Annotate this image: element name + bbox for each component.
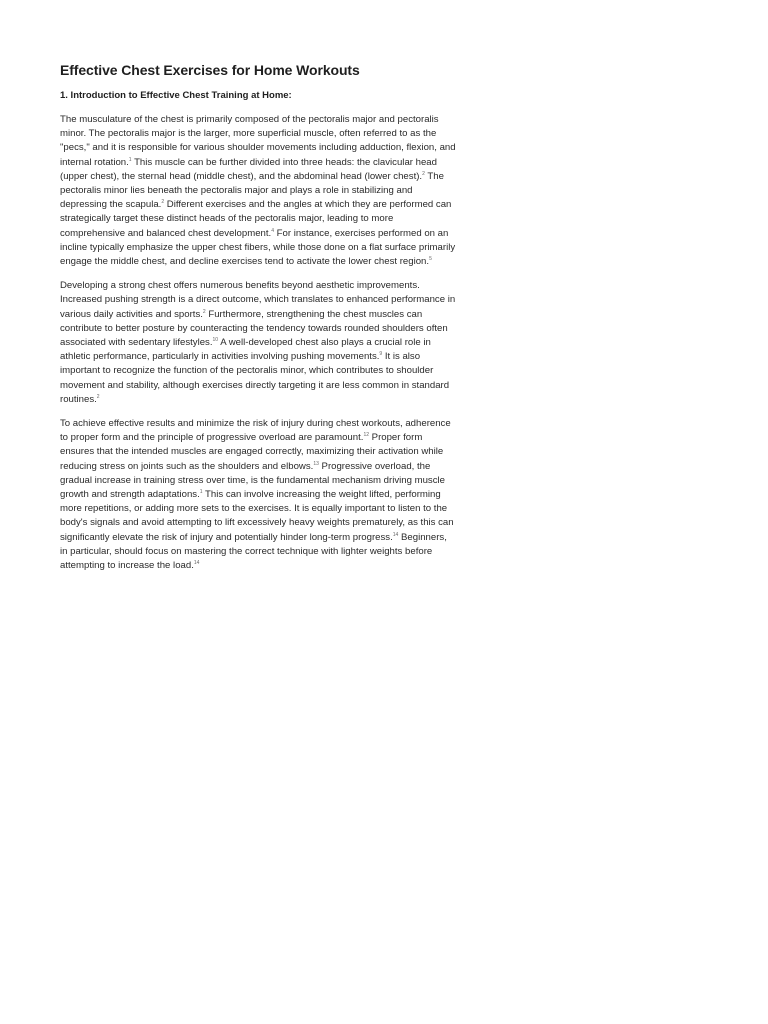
citation-marker: 14: [193, 560, 200, 567]
citation-marker: 12: [363, 432, 369, 439]
paragraph-text: A well-developed chest also plays a crucial role in athletic performance, particularly in activities involving pushing movements.: [60, 337, 431, 363]
citation-marker: 1: [199, 489, 203, 496]
paragraph-text: Developing a strong chest offers numerous benefits beyond aesthetic improvements. Increased pushing strength is a direct outcome, which translates to enhanced performance in various daily activities and sports.: [60, 280, 456, 320]
citation-marker: 14: [392, 531, 399, 538]
paragraph-3: [60, 417, 456, 573]
citation-marker: 9: [379, 351, 383, 358]
paragraph-2: [60, 279, 456, 407]
document-title: Effective Chest Exercises for Home Workouts: [60, 62, 360, 78]
citation-marker: 2: [422, 170, 425, 177]
paragraph-text: The pectoralis minor lies beneath the pectoralis major and plays a role in stabilizing and depressing the scapula.: [60, 170, 444, 211]
paragraph-text: Furthermore, strengthening the chest muscles can contribute to better posture by counteracting the tendency towards rounded shoulders often associated with sedentary lifestyles.: [60, 308, 448, 349]
paragraph-text: This can involve increasing the weight lifted, performing more repetitions, or adding more sets to the exercises. It is equally important to listen to the body's signals and avoid attempting to lift excessively heavy weights prematurely, as this can significantly elevate the risk of injury and potentially hinder long-term progress.: [60, 489, 454, 543]
paragraph-1: [60, 113, 456, 269]
citation-marker: 13: [313, 460, 319, 467]
citation-marker: 5: [429, 256, 432, 263]
section-heading: 1. Introduction to Effective Chest Training at Home:: [60, 90, 292, 101]
citation-marker: 1: [128, 156, 132, 163]
paragraph-text: This muscle can be further divided into three heads: the clavicular head (upper chest), the sternal head (middle chest), and the abdominal head (lower chest).: [60, 156, 437, 182]
paragraph-text: The musculature of the chest is primarily composed of the pectoralis major and pectoralis minor. The pectoralis major is the larger, more superficial muscle, often referred to as the "pecs," and it is responsible for various shoulder movements including adduction, flexion, and internal rotation.: [60, 114, 456, 168]
citation-marker: 10: [212, 337, 219, 344]
paragraph-text: Beginners, in particular, should focus on mastering the correct technique with lighter weights before attempting to increase the load.: [60, 531, 447, 572]
citation-marker: 2: [202, 308, 206, 315]
citation-marker: 4: [271, 227, 274, 234]
citation-marker: 2: [96, 393, 100, 400]
document-page: [60, 60, 456, 583]
paragraph-text: Progressive overload, the gradual increase in training stress over time, is the fundamental mechanism driving muscle growth and strength adaptations.: [60, 460, 445, 501]
citation-marker: 2: [161, 199, 165, 206]
paragraph-text: Different exercises and the angles at which they are performed can strategically target these distinct heads of the pectoralis major, leading to more comprehensive and balanced chest development.: [60, 199, 452, 239]
paragraph-text: Proper form ensures that the intended muscles are engaged correctly, maximizing their activation while reducing stress on joints such as the shoulders and elbows.: [60, 432, 444, 472]
paragraph-text: It is also important to recognize the function of the pectoralis minor, which contributes to shoulder movement and stability, although exercises directly targeting it are less common in standard routines.: [60, 351, 450, 405]
paragraph-text: For instance, exercises performed on an incline typically emphasize the upper chest fibers, while those done on a flat surface primarily engage the middle chest, and decline exercises tend to activate the lower chest region.: [60, 227, 456, 268]
paragraph-text: To achieve effective results and minimize the risk of injury during chest workouts, adherence to proper form and the principle of progressive overload are paramount.: [60, 418, 451, 444]
